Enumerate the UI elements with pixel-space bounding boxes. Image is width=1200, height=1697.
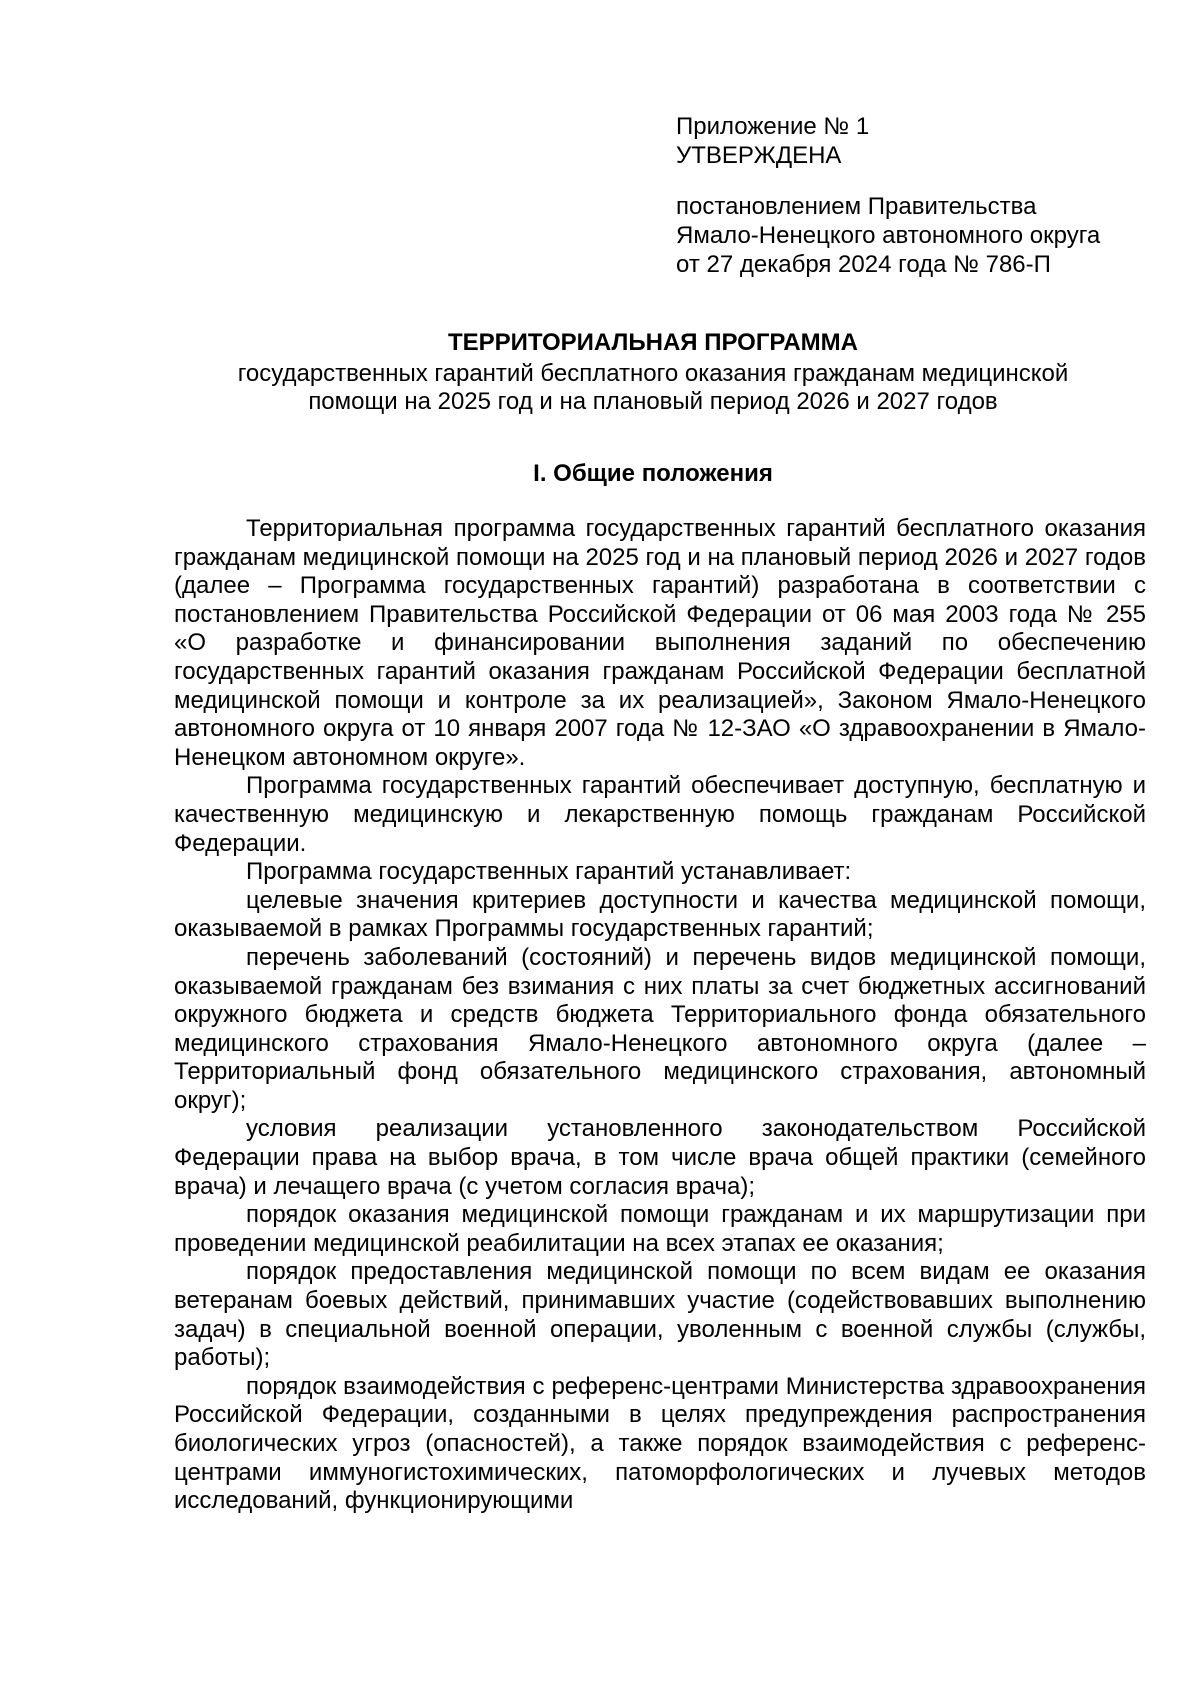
paragraph: порядок оказания медицинской помощи гражданам и их маршрутизации при проведении медицинской реабилитации на всех этапах ее оказания; (174, 1201, 1146, 1257)
approval-date-line: от 27 декабря 2024 года № 786-П (676, 251, 1051, 278)
approved-label: УТВЕРЖДЕНА (676, 142, 842, 169)
section-heading: I. Общие положения (533, 460, 773, 487)
paragraph: Программа государственных гарантий устанавливает: (246, 858, 852, 886)
paragraph: условия реализации установленного законодательством Российской Федерации права на выбор врача, в том числе врача общей практики (семейного врача) и лечащего врача (с учетом согласия врача); (174, 1115, 1146, 1200)
approval-resolution-line: постановлением Правительства (676, 193, 1037, 220)
paragraph: порядок предоставления медицинской помощи по всем видам ее оказания ветеранам боевых действий, принимавших участие (содействовавших выполнению задач) в специальной военной операции, уволенным с военной службы (службы, работы); (174, 1258, 1146, 1372)
paragraph: перечень заболеваний (состояний) и перечень видов медицинской помощи, оказываемой гражданам без взимания с них платы за счет бюджетных ассигнований окружного бюджета и средств бюджета Территориального фонда обязательного медицинского страхования Ямало-Ненецкого автономного округа (далее – Территориальный фонд обязательного медицинского страхования, автономный округ); (174, 943, 1146, 1114)
paragraph: целевые значения критериев доступности и качества медицинской помощи, оказываемой в рамках Программы государственных гарантий; (174, 886, 1146, 943)
paragraph: порядок взаимодействия с референс-центрами Министерства здравоохранения Российской Федерации, созданными в целях предупреждения распространения биологических угроз (опасностей), а также порядок взаимодействия с референс-центрами иммуногистохимических, патоморфологических и лучевых методов исследований, функционирующими (174, 1372, 1146, 1515)
paragraph: Программа государственных гарантий обеспечивает доступную, бесплатную и качественную медицинскую и лекарственную помощь гражданам Российской Федерации. (174, 772, 1146, 857)
document-title-block (160, 326, 1146, 416)
document-subtitle-line-1: государственных гарантий бесплатного оказания гражданам медицинской (237, 360, 1069, 387)
document-subtitle-line-2: помощи на 2025 год и на плановый период 2026 и 2027 годов (308, 388, 998, 415)
approval-block (676, 112, 1176, 279)
appendix-number: Приложение № 1 (676, 113, 870, 140)
document-body (174, 515, 1146, 1516)
paragraph: Территориальная программа государственных гарантий бесплатного оказания гражданам медицинской помощи на 2025 год и на плановый период 2026 и 2027 годов (далее – Программа государственных гарантий) разработана в соответствии с постановлением Правительства Российской Федерации от 06 мая 2003 года № 255 «О разработке и финансировании выполнения заданий по обеспечению государственных гарантий оказания гражданам Российской Федерации бесплатной медицинской помощи и контроле за их реализацией», Законом Ямало-Ненецкого автономного округа от 10 января 2007 года № 12-ЗАО «О здравоохранении в Ямало-Ненецком автономном округе». (174, 515, 1146, 771)
document-title: ТЕРРИТОРИАЛЬНАЯ ПРОГРАММА (448, 329, 858, 356)
approval-region-line: Ямало-Ненецкого автономного округа (676, 222, 1101, 249)
spacer (676, 170, 1176, 192)
